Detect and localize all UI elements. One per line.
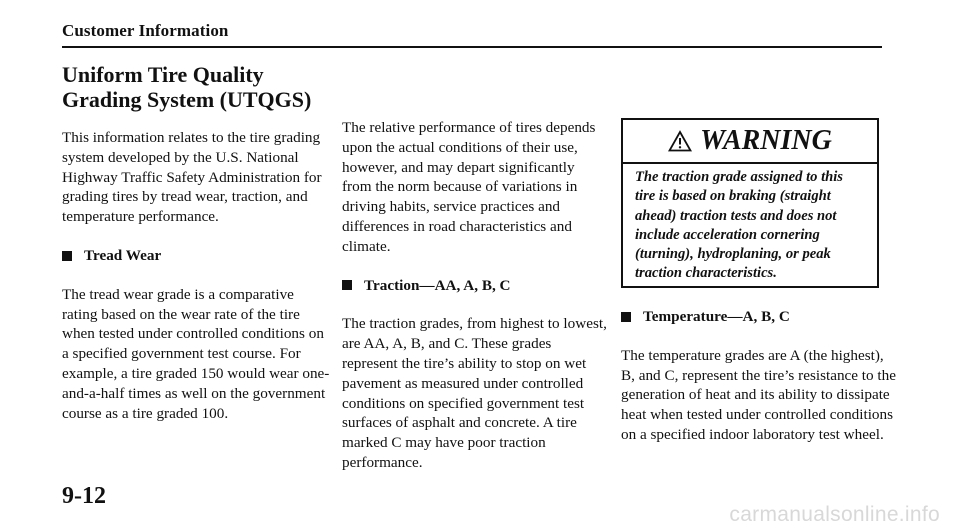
tread-wear-heading-text: Tread Wear: [84, 246, 162, 264]
page-title: [62, 62, 311, 112]
traction-heading-text: Traction—AA, A, B, C: [364, 276, 511, 294]
square-bullet-icon: [62, 251, 72, 261]
intro-paragraph: This information relates to the tire grading system developed by the U.S. National Highway Traffic Safety Administration for grading tires by tread wear, traction, and temperature performance.: [62, 129, 322, 226]
header-divider: [62, 46, 882, 48]
column-2: [342, 118, 607, 473]
watermark: carmanualsonline.info: [729, 503, 940, 526]
warning-text: The traction grade assigned to this tire is based on braking (straight ahead) traction tests and does not include acceleration cornering (turning), hydroplaning, or peak traction characteristics.: [635, 169, 843, 282]
traction-paragraph: The traction grades, from highest to lowest, are AA, A, B, and C. These grades represent the tire’s ability to stop on wet pavement as measured under controlled conditions on specified government test surfaces of asphalt and concrete. A tire marked C may have poor traction performance.: [342, 315, 607, 471]
traction-heading: [342, 276, 607, 296]
section-header: Customer Information: [62, 21, 229, 40]
title-line-2: Grading System (UTQGS): [62, 87, 312, 112]
tread-wear-heading: [62, 246, 332, 266]
square-bullet-icon: [621, 312, 631, 322]
title-line-1: Uniform Tire Quality: [62, 62, 264, 87]
temperature-heading: [621, 307, 901, 327]
square-bullet-icon: [342, 280, 352, 290]
column-1: [62, 128, 332, 423]
column-3: [621, 307, 901, 445]
performance-paragraph: The relative performance of tires depends upon the actual conditions of their use, however, and may depart significantly from the norm because of variations in driving habits, service practices and differences in road characteristics and climate.: [342, 119, 596, 255]
temperature-heading-text: Temperature—A, B, C: [643, 308, 790, 325]
page-number: 9-12: [62, 483, 106, 509]
warning-label: WARNING: [700, 125, 832, 156]
warning-header: [623, 120, 877, 164]
temperature-paragraph: The temperature grades are A (the highest), B, and C, represent the tire’s resistance to the generation of heat and its ability to dissipate heat when tested under controlled conditions on a specified indoor laboratory test wheel.: [621, 346, 896, 443]
tread-wear-paragraph: The tread wear grade is a comparative rating based on the wear rate of the tire when tested under controlled conditions on a specified government test course. For example, a tire graded 150 would wear one-and-a-half times as well on the government course as a tire graded 100.: [62, 285, 330, 422]
warning-box: [621, 118, 879, 288]
warning-triangle-icon: [668, 130, 692, 152]
